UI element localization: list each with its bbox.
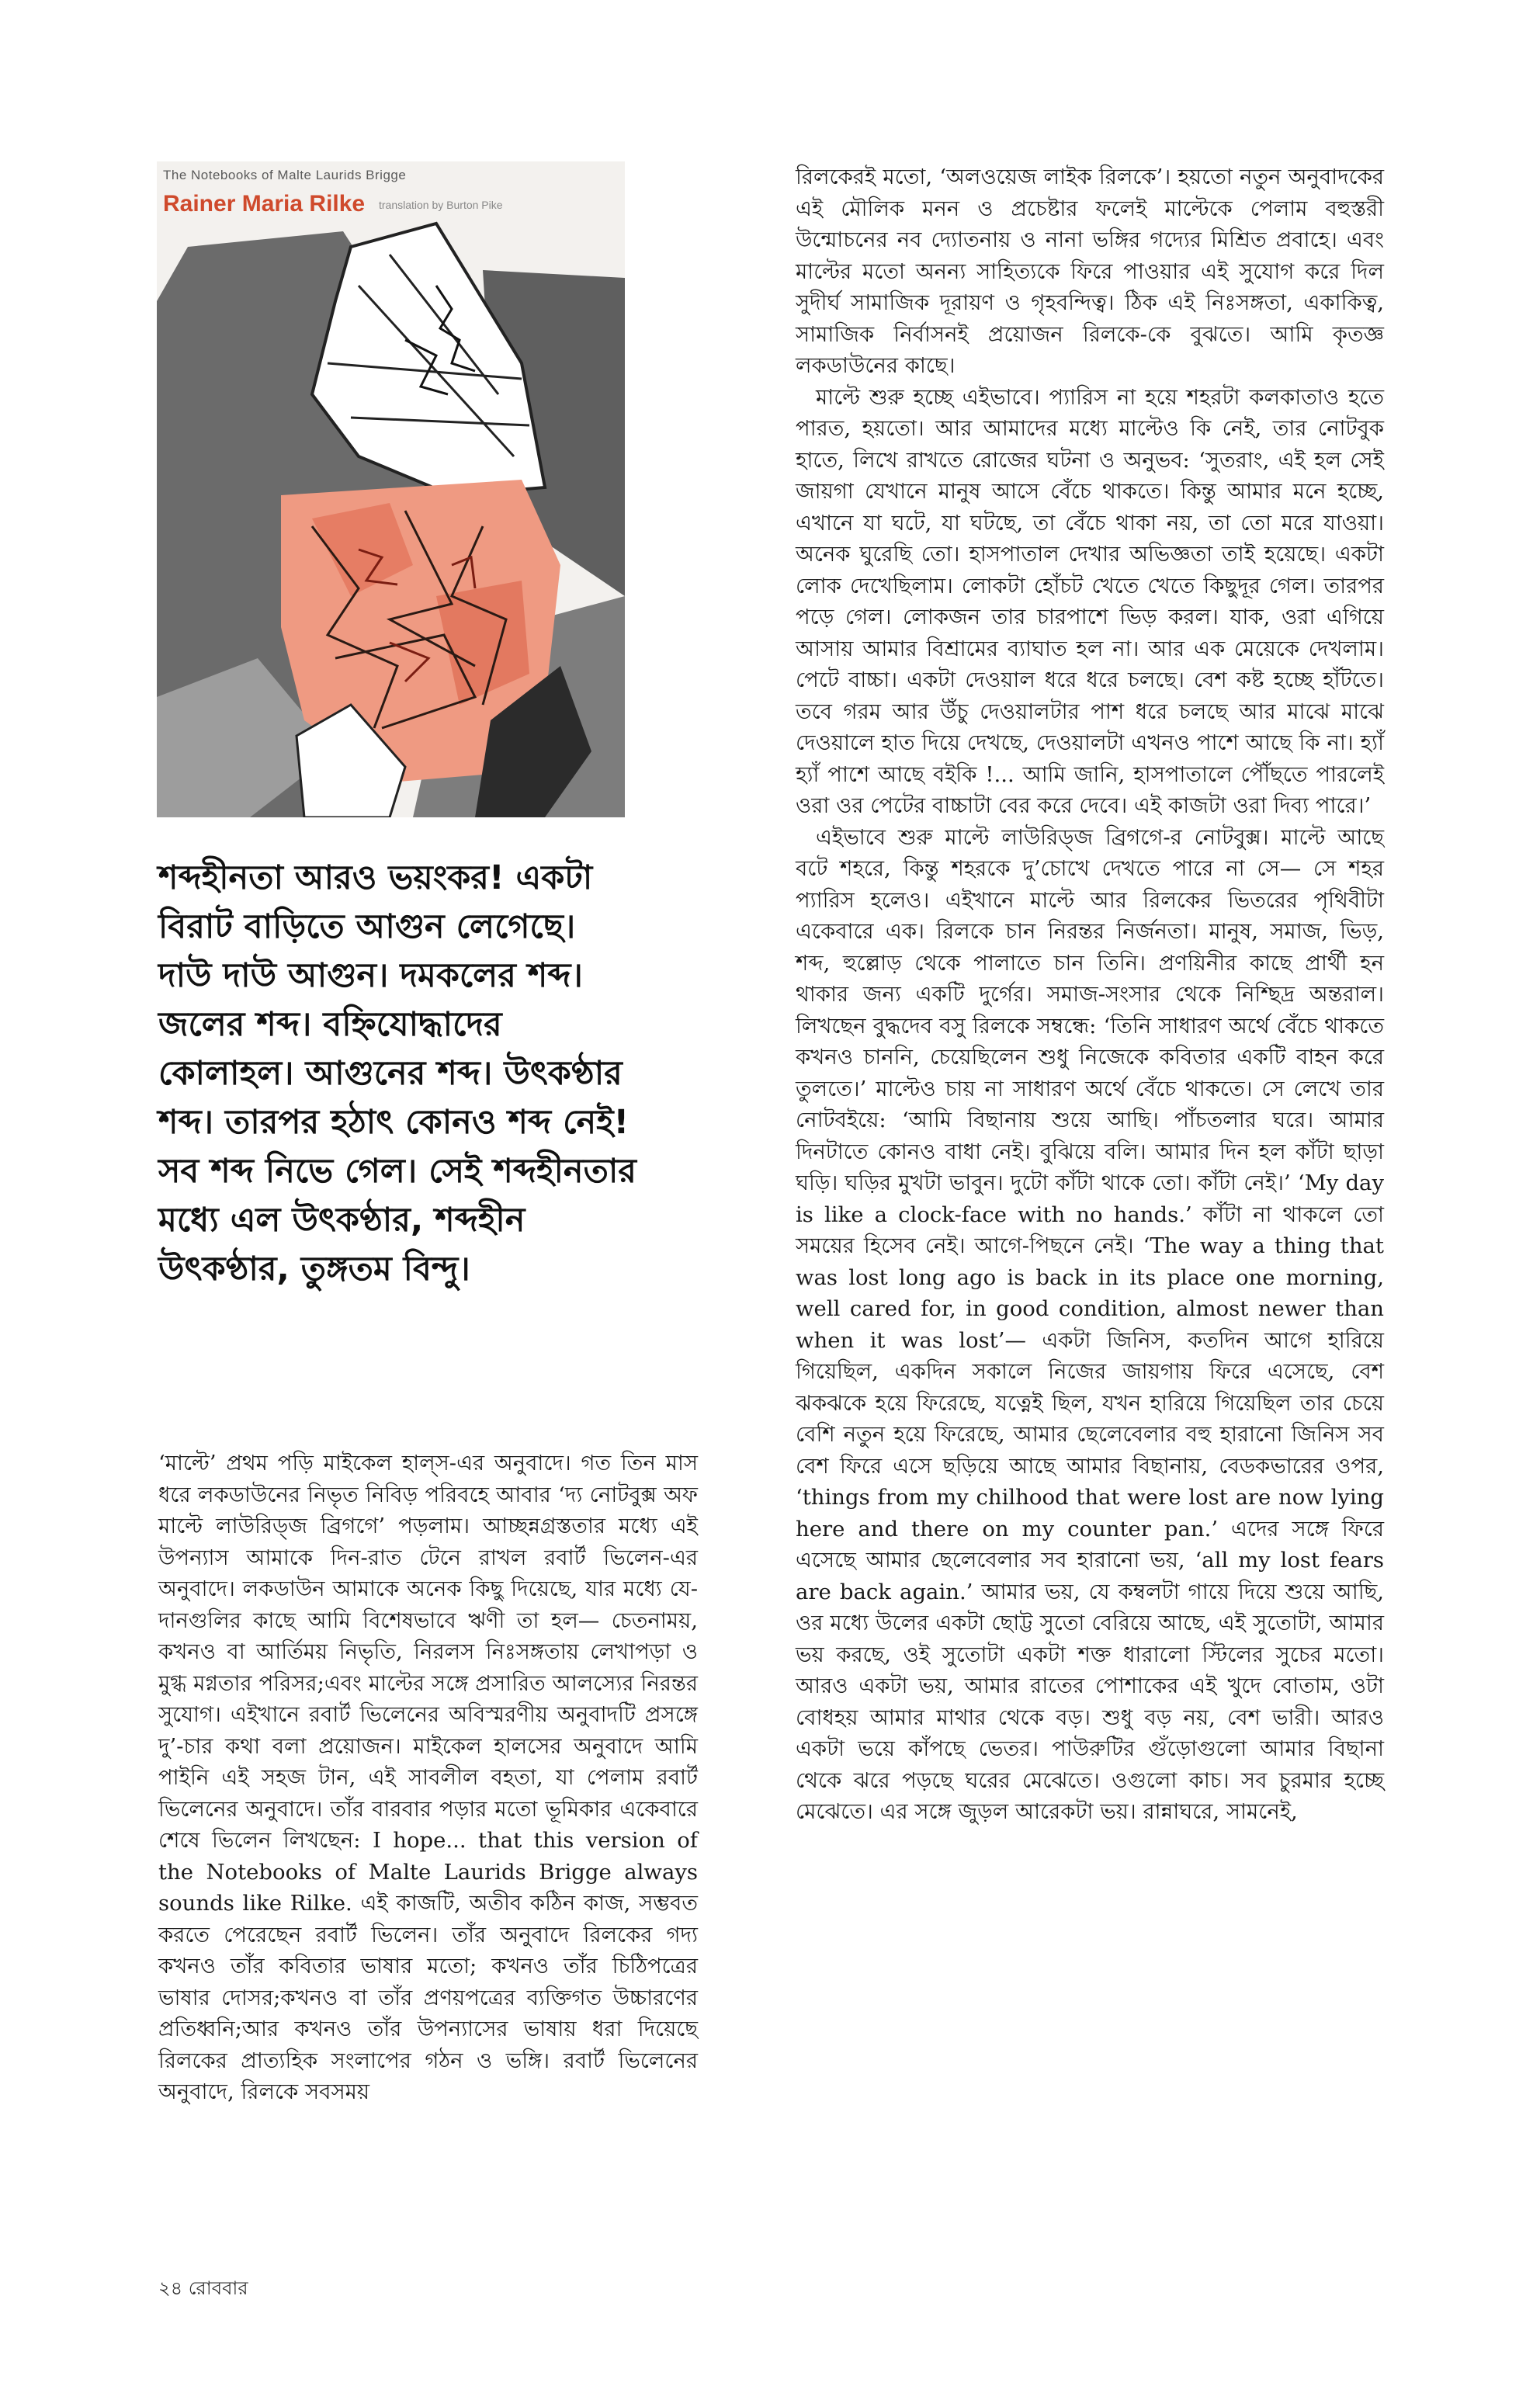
right-column	[796, 161, 1384, 1828]
cover-credit: translation by Burton Pike	[379, 199, 503, 211]
cover-author: Rainer Maria Rilke	[163, 191, 366, 217]
right-paragraph: এইভাবে শুরু মাল্টে লাউরিড্জ ব্রিগগে-র নোটবুক্স। মাল্টে আছে বটে শহরে, কিন্তু শহরকে দু’চোখে দেখতে পারে না সে— সে শহর প্যারিস হলেও। এইখানে মাল্টে আর রিলকের ভিতরের পৃথিবীটা একেবারে এক। রিলকে চান নিরন্তর নির্জনতা। মানুষ, সমাজ, ভিড়, শব্দ, হুল্লোড় থেকে পালাতে চান তিনি। প্রণয়িনীর কাছে প্রার্থী হন থাকার জন্য একটি দুর্গের। সমাজ-সংসার থেকে নিশ্ছিদ্র অন্তরাল। লিখছেন বুদ্ধদেব বসু রিলকে সম্বন্ধে: ‘তিনি সাধারণ অর্থে বেঁচে থাকতে কখনও চাননি, চেয়েছিলেন শুধু নিজেকে কবিতার একটি বাহন করে তুলতে।’ মাল্টেও চায় না সাধারণ অর্থে বেঁচে থাকতে। সে লেখে তার নোটবইয়ে: ‘আমি বিছানায় শুয়ে আছি। পাঁচতলার ঘরে। আমার দিনটাতে কোনও বাধা নেই। বুঝিয়ে বলি। আমার দিন হল কাঁটা ছাড়া ঘড়ি। ঘড়ির মুখটা ভাবুন। দুটো কাঁটা থাকে তো। কাঁটা নেই।’ ‘My day is like a clock-face with no hands.’ কাঁটা না থাকলে তো সময়ের হিসেব নেই। আগে-পিছনে নেই। ‘The way a thing that was lost long ago is back in its place one morning, well cared for, in good condition, almost newer than when it was lost’— একটা জিনিস, কতদিন আগে হারিয়ে গিয়েছিল, একদিন সকালে নিজের জায়গায় ফিরে এসেছে, বেশ ঝকঝকে হয়ে ফিরেছে, যত্নেই ছিল, যখন হারিয়ে গিয়েছিল তার চেয়ে বেশি নতুন হয়ে ফিরেছে, আমার ছেলেবেলার বহু হারানো জিনিস সব বেশ ফিরে এসে ছড়িয়ে আছে আমার বিছানায়, বেডকভারের ওপর, ‘things from my chilhood that were lost are now lying here and there on my counter pan.’ এদের সঙ্গে ফিরে এসেছে আমার ছেলেবেলার সব হারানো ভয়, ‘all my lost fears are back again.’ আমার ভয়, যে কম্বলটা গায়ে দিয়ে শুয়ে আছি, ওর মধ্যে উলের একটা ছোট্ট সুতো বেরিয়ে আছে, এই সুতোটা, আমার ভয় করছে, ওই সুতোটা একটা শক্ত ধারালো স্টিলের সুচের মতো। আরও একটা ভয়, আমার রাতের পোশাকের এই খুদে বোতাম, ওটা বোধহয় আমার মাথার থেকে বড়। শুধু বড় নয়, বেশ ভারী। আরও একটা ভয়ে কাঁপছে ভেতর। পাউরুটির গুঁড়োগুলো আমার বিছানা থেকে ঝরে পড়ছে ঘরের মেঝেতে। ওগুলো কাচ। সব চুরমার হচ্ছে মেঝেতে। এর সঙ্গে জুড়ল আরেকটা ভয়। রান্নাঘরে, সামনেই,	[796, 824, 1384, 1824]
cover-title: The Notebooks of Malte Laurids Brigge	[163, 168, 407, 182]
cover-illustration	[157, 161, 625, 817]
page-footer: ২৪ রোববার	[158, 2277, 248, 2299]
pull-quote: শব্দহীনতা আরও ভয়ংকর! একটা বিরাট বাড়িতে আগুন লেগেছে। দাউ দাউ আগুন। দমকলের শব্দ। জলের শব্দ। বহ্নিযোদ্ধাদের কোলাহল। আগুনের শব্দ। উৎকণ্ঠার শব্দ। তারপর হঠাৎ কোনও শব্দ নেই! সব শব্দ নিভে গেল। সেই শব্দহীনতার মধ্যে এল উৎকণ্ঠার, শব্দহীন উৎকণ্ঠার, তুঙ্গতম বিন্দু।	[158, 858, 636, 1288]
left-column	[158, 1448, 698, 2108]
right-paragraph: মাল্টে শুরু হচ্ছে এইভাবে। প্যারিস না হয়ে শহরটা কলকাতাও হতে পারত, হয়তো। আর আমাদের মধ্যে মাল্টেও কি নেই, তার নোটবুক হাতে, লিখে রাখতে রোজের ঘটনা ও অনুভব: ‘সুতরাং, এই হল সেই জায়গা যেখানে মানুষ আসে বেঁচে থাকতে। কিন্তু আমার মনে হচ্ছে, এখানে যা ঘটে, যা ঘটছে, তা বেঁচে থাকা নয়, তা তো মরে যাওয়া। অনেক ঘুরেছি তো। হাসপাতাল দেখার অভিজ্ঞতা তাই হয়েছে। একটা লোক দেখেছিলাম। লোকটা হোঁচট খেতে খেতে কিছুদূর গেল। তারপর পড়ে গেল। লোকজন তার চারপাশে ভিড় করল। যাক, ওরা এগিয়ে আসায় আমার বিশ্রামের ব্যাঘাত হল না। আর এক মেয়েকে দেখলাম। পেটে বাচ্চা। একটা দেওয়াল ধরে ধরে চলছে। বেশ কষ্ট হচ্ছে হাঁটতে। তবে গরম আর উঁচু দেওয়ালটার পাশ ধরে চলছে আর মাঝে মাঝে দেওয়ালে হাত দিয়ে দেখছে, দেওয়ালটা এখনও পাশে আছে কি না। হ্যাঁ হ্যাঁ পাশে আছে বইকি !... আমি জানি, হাসপাতালে পৌঁছতে পারলেই ওরা ওর পেটের বাচ্চাটা বের করে দেবে। এই কাজটা ওরা দিব্য পারে।’	[796, 384, 1384, 818]
book-cover	[157, 161, 625, 817]
right-paragraph: রিলকেরই মতো, ‘অলওয়েজ লাইক রিলকে’। হয়তো নতুন অনুবাদকের এই মৌলিক মনন ও প্রচেষ্টার ফলেই মাল্টেকে পেলাম বহুস্তরী উন্মোচনের নব দ্যোতনায় ও নানা ভঙ্গির গদ্যের মিশ্রিত প্রবাহে। এবং মাল্টের মতো অনন্য সাহিত্যকে ফিরে পাওয়ার এই সুযোগ করে দিল সুদীর্ঘ সামাজিক দূরায়ণ ও গৃহবন্দিত্ব। ঠিক এই নিঃসঙ্গতা, একাকিত্ব, সামাজিক নির্বাসনই প্রয়োজন রিলকে-কে বুঝতে। আমি কৃতজ্ঞ লকডাউনের কাছে।	[796, 165, 1384, 378]
left-paragraph: ‘মাল্টে’ প্রথম পড়ি মাইকেল হাল্স-এর অনুবাদে। গত তিন মাস ধরে লকডাউনের নিভৃত নিবিড় পরিবহে আবার ‘দ্য নোটবুক্স অফ মাল্টে লাউরিড্জ ব্রিগগে’ পড়লাম। আচ্ছন্নগ্রস্ততার মধ্যে এই উপন্যাস আমাকে দিন-রাত টেনে রাখল রবার্ট ভিলেন-এর অনুবাদে। লকডাউন আমাকে অনেক কিছু দিয়েছে, যার মধ্যে যে-দানগুলির কাছে আমি বিশেষভাবে ঋণী তা হল— চেতনাময়, কখনও বা আর্তিময় নিভৃতি, নিরলস নিঃসঙ্গতায় লেখাপড়া ও মুগ্ধ মগ্নতার পরিসর;এবং মাল্টের সঙ্গে প্রসারিত আলস্যের নিরন্তর সুযোগ। এইখানে রবার্ট ভিলেনের অবিস্মরণীয় অনুবাদটি প্রসঙ্গে দু’-চার কথা বলা প্রয়োজন। মাইকেল হালসের অনুবাদে আমি পাইনি এই সহজ টান, এই সাবলীল বহতা, যা পেলাম রবার্ট ভিলেনের অনুবাদে। তাঁর বারবার পড়ার মতো ভূমিকার একেবারে শেষে ভিলেন লিখছেন: I hope... that this version of the Notebooks of Malte Laurids Brigge always sounds like Rilke. এই কাজটি, অতীব কঠিন কাজ, সম্ভবত করতে পেরেছেন রবার্ট ভিলেন। তাঁর অনুবাদে রিলকের গদ্য কখনও তাঁর কবিতার ভাষার মতো; কখনও তাঁর চিঠিপত্রের ভাষার দোসর;কখনও বা তাঁর প্রণয়পত্রের ব্যক্তিগত উচ্চারণের প্রতিধ্বনি;আর কখনও তাঁর উপন্যাসের ভাষায় ধরা দিয়েছে রিলকের প্রাত্যহিক সংলাপের গঠন ও ভঙ্গি। রবার্ট ভিলেনের অনুবাদে, রিলকে সবসময়	[158, 1451, 698, 2104]
